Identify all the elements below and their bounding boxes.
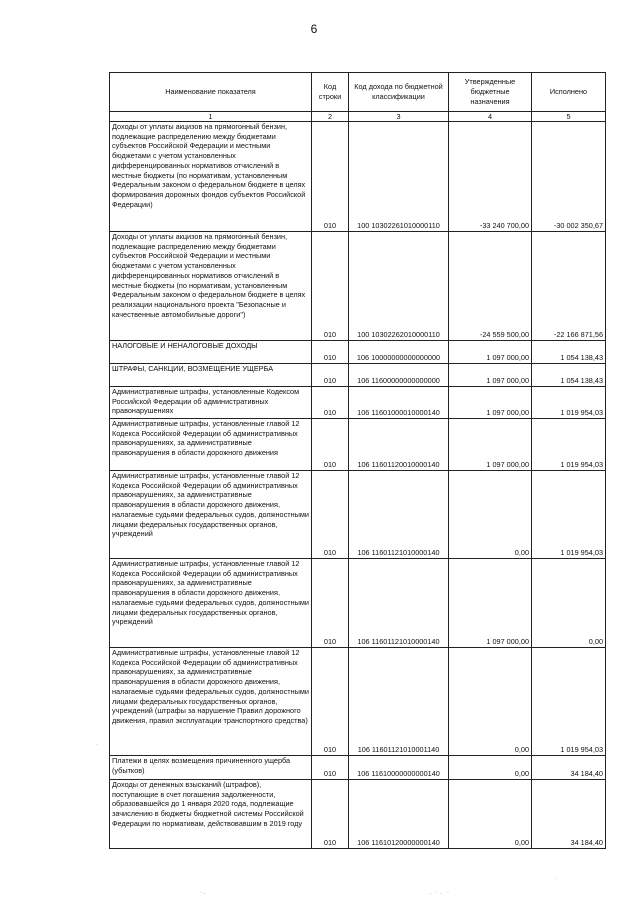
income-code: 106 11601120010000140 xyxy=(349,419,449,471)
table-row xyxy=(110,559,606,648)
table-row xyxy=(110,419,606,471)
column-index: 5 xyxy=(532,112,606,122)
executed-amount: 1 019 954,03 xyxy=(532,648,606,756)
page-number: 6 xyxy=(310,22,318,36)
indicator-name: Платежи в целях возмещения причиненного ущерба (убытков) xyxy=(110,756,312,780)
indicator-name: Доходы от денежных взысканий (штрафов), поступающие в счет погашения задолженности, образовавшейся до 1 января 2020 года, подлежащие зачислению в бюджеты бюджетной системы Российской Федерации по нормативам, действовавшим в 2019 году xyxy=(110,780,312,849)
line-code: 010 xyxy=(312,419,349,471)
column-index: 3 xyxy=(349,112,449,122)
indicator-name: Административные штрафы, установленные главой 12 Кодекса Российской Федерации об административных правонарушениях, за административные правонарушения в области дорожного движения xyxy=(110,419,312,471)
approved-amount: 1 097 000,00 xyxy=(449,364,532,387)
table-row xyxy=(110,387,606,419)
line-code: 010 xyxy=(312,341,349,364)
line-code: 010 xyxy=(312,756,349,780)
approved-amount: 1 097 000,00 xyxy=(449,419,532,471)
executed-amount: 34 184,40 xyxy=(532,780,606,849)
line-code: 010 xyxy=(312,648,349,756)
line-code: 010 xyxy=(312,559,349,648)
income-code: 106 11601121010000140 xyxy=(349,559,449,648)
executed-amount: 0,00 xyxy=(532,559,606,648)
scan-artifact: · . xyxy=(200,890,206,896)
approved-amount: -24 559 500,00 xyxy=(449,232,532,341)
approved-amount: 1 097 000,00 xyxy=(449,341,532,364)
executed-amount: 34 184,40 xyxy=(532,756,606,780)
indicator-name: НАЛОГОВЫЕ И НЕНАЛОГОВЫЕ ДОХОДЫ xyxy=(110,341,312,364)
approved-amount: -33 240 700,00 xyxy=(449,122,532,232)
table-row xyxy=(110,122,606,232)
table-row xyxy=(110,471,606,559)
income-code: 100 10302261010000110 xyxy=(349,122,449,232)
income-code: 106 10000000000000000 xyxy=(349,341,449,364)
indicator-name: Административные штрафы, установленные Кодексом Российской Федерации об административных правонарушениях xyxy=(110,387,312,419)
line-code: 010 xyxy=(312,232,349,341)
scan-artifact: · xyxy=(96,742,98,748)
income-code: 106 11610000000000140 xyxy=(349,756,449,780)
executed-amount: -30 002 350,67 xyxy=(532,122,606,232)
indicator-name: Доходы от уплаты акцизов на прямогонный бензин, подлежащие распределению между бюджетами субъектов Российской Федерации и местными бюджетами с учетом установленных дифференцированных нормативов отчислений в местные бюджеты (по нормативам, установленным Федеральным законом о федеральном бюджете в целях реализации национального проекта "Безопасные и качественные автомобильные дороги") xyxy=(110,232,312,341)
executed-amount: 1 054 138,43 xyxy=(532,341,606,364)
header-indicator-name: Наименование показателя xyxy=(110,73,312,112)
income-code: 106 11601121010001140 xyxy=(349,648,449,756)
table-row xyxy=(110,756,606,780)
table-row xyxy=(110,648,606,756)
indicator-name: Административные штрафы, установленные главой 12 Кодекса Российской Федерации об административных правонарушениях, за административные правонарушения в области дорожного движения, налагаемые судьями федеральных судов, должностными лицами федеральных государственных органов, учреждений xyxy=(110,559,312,648)
income-code: 106 11610120000000140 xyxy=(349,780,449,849)
executed-amount: 1 019 954,03 xyxy=(532,419,606,471)
column-index: 1 xyxy=(110,112,312,122)
column-index: 2 xyxy=(312,112,349,122)
table-row xyxy=(110,364,606,387)
scan-artifact: · xyxy=(555,876,557,882)
approved-amount: 0,00 xyxy=(449,648,532,756)
income-code: 106 11600000000000000 xyxy=(349,364,449,387)
column-index-row xyxy=(110,112,606,122)
header-line-code: Код строки xyxy=(312,73,349,112)
approved-amount: 0,00 xyxy=(449,756,532,780)
table-row xyxy=(110,232,606,341)
line-code: 010 xyxy=(312,364,349,387)
approved-amount: 0,00 xyxy=(449,780,532,849)
line-code: 010 xyxy=(312,122,349,232)
indicator-name: Административные штрафы, установленные главой 12 Кодекса Российской Федерации об административных правонарушениях, за административные правонарушения в области дорожного движения, налагаемые судьями федеральных судов, должностными лицами федеральных государственных органов, учреждений (штрафы за нарушение Правил дорожного движения, правил эксплуатации транспортного средства) xyxy=(110,648,312,756)
approved-amount: 0,00 xyxy=(449,471,532,559)
column-index: 4 xyxy=(449,112,532,122)
indicator-name: Доходы от уплаты акцизов на прямогонный бензин, подлежащие распределению между бюджетами субъектов Российской Федерации и местными бюджетами с учетом установленных дифференцированных нормативов отчислений в местные бюджеты (по нормативам, установленным Федеральным законом о федеральном бюджете в целях формирования дорожных фондов субъектов Российской Федерации) xyxy=(110,122,312,232)
indicator-name: ШТРАФЫ, САНКЦИИ, ВОЗМЕЩЕНИЕ УЩЕРБА xyxy=(110,364,312,387)
line-code: 010 xyxy=(312,471,349,559)
header-row xyxy=(110,73,606,112)
line-code: 010 xyxy=(312,387,349,419)
header-income-code: Код дохода по бюджетной классификации xyxy=(349,73,449,112)
income-code: 100 10302262010000110 xyxy=(349,232,449,341)
executed-amount: 1 019 954,03 xyxy=(532,471,606,559)
budget-execution-table xyxy=(109,72,606,849)
indicator-name: Административные штрафы, установленные главой 12 Кодекса Российской Федерации об административных правонарушениях, за административные правонарушения в области дорожного движения, налагаемые судьями федеральных судов, должностными лицами федеральных государственных органов, учреждений xyxy=(110,471,312,559)
approved-amount: 1 097 000,00 xyxy=(449,559,532,648)
approved-amount: 1 097 000,00 xyxy=(449,387,532,419)
executed-amount: -22 166 871,56 xyxy=(532,232,606,341)
income-code: 106 11601121010000140 xyxy=(349,471,449,559)
income-code: 106 11601000010000140 xyxy=(349,387,449,419)
table-row xyxy=(110,780,606,849)
scan-artifact: . · . · xyxy=(430,890,449,896)
executed-amount: 1 019 954,03 xyxy=(532,387,606,419)
line-code: 010 xyxy=(312,780,349,849)
table-row xyxy=(110,341,606,364)
header-executed: Исполнено xyxy=(532,73,606,112)
executed-amount: 1 054 138,43 xyxy=(532,364,606,387)
header-approved: Утвержденные бюджетные назначения xyxy=(449,73,532,112)
